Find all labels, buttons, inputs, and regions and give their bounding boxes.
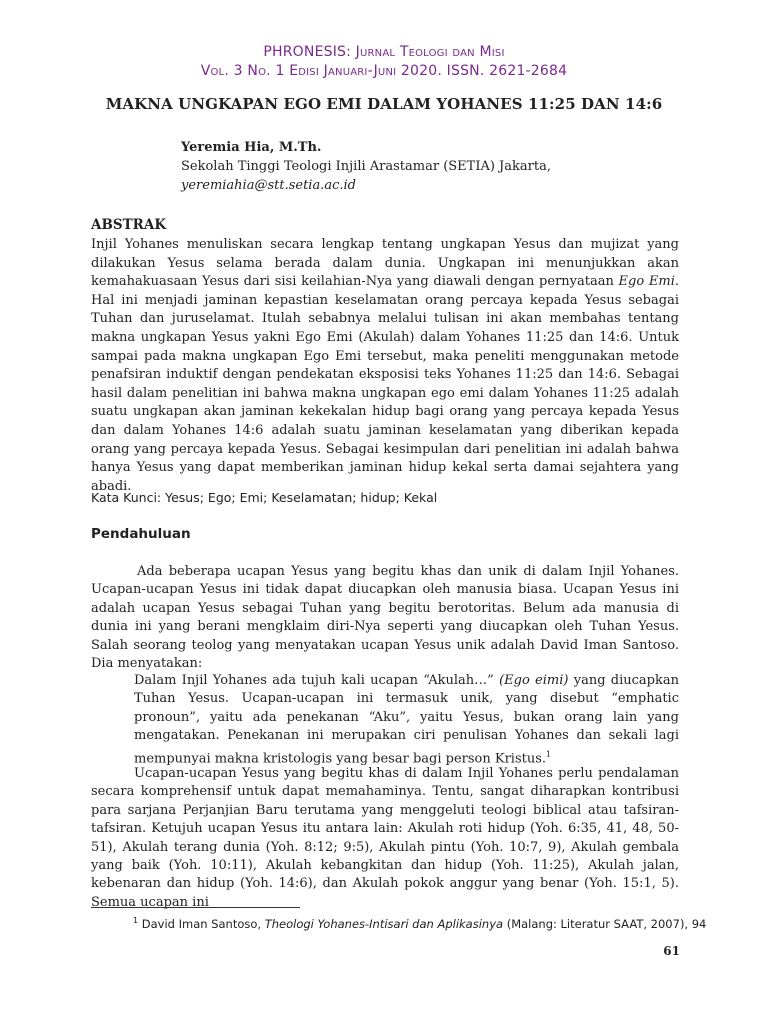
keywords: Kata Kunci: Yesus; Ego; Emi; Keselamatan; hidup; Kekal <box>91 490 438 505</box>
paragraph-1: Ada beberapa ucapan Yesus yang begitu khas dan unik di dalam Injil Yohanes. Ucapan-ucapan Yesus ini tidak dapat diucapkan oleh manusia biasa. Ucapan Yesus ini adalah ucapan Yesus sebagai Tuhan yang begitu berotoritas. Belum ada manusia di dunia ini yang berani mengklaim diri-Nya seperti yang diucapkan oleh Tuhan Yesus. Salah seorang teolog yang menyatakan ucapan Yesus unik adalah David Iman Santoso. Dia menyatakan: <box>91 564 679 672</box>
abstract-heading: ABSTRAK <box>91 217 167 233</box>
quote-text-1: Dalam Injil Yohanes ada tujuh kali ucapan “Akulah…” <box>134 673 500 688</box>
abstract-text-2: Hal ini menjadi jaminan kepastian keselamatan orang percaya kepada Yesus sebagai Tuhan dan juruselamat. Itulah sebabnya melalui tulisan ini akan membahas tentang makna ungkapan Yesus yakni Ego Emi (Akulah) dalam Yohanes 11:25 dan 14:6. Untuk sampai pada makna ungkapan Ego Emi tersebut, maka peneliti menggunakan metode penafsiran induktif dengan pendekatan eksposisi teks Yohanes 11:25 dan 14:6. Sebagai hasil dalam penelitian ini bahwa makna ungkapan ego emi dalam Yohanes 11:25 adalah suatu ungkapan akan jaminan kekekalan hidup bagi orang yang percaya kepada Yesus dan dalam Yohanes 14:6 adalah suatu jaminan keselamatan yang diberikan kepada orang yang percaya kepada Yesus. Sebagai kesimpulan dari penelitian ini adalah bahwa hanya Yesus yang dapat memberikan jaminan hidup kekal serta damai sejahtera yang abadi. <box>91 292 679 494</box>
block-quote <box>134 672 679 768</box>
author-email: yeremiahia@stt.setia.ac.id <box>181 178 356 193</box>
footnote-ref[interactable]: 1 <box>546 749 552 759</box>
author-block <box>181 138 551 195</box>
author-name: Yeremia Hia, M.Th. <box>181 140 322 155</box>
footnote-number: 1 <box>133 916 139 925</box>
quote-emphasis: (Ego eimi) <box>499 673 569 688</box>
footnote-text-1: David Iman Santoso, <box>138 916 265 931</box>
journal-title: PHRONESIS: Jurnal Teologi dan Misi <box>263 44 505 60</box>
abstract-text-1: Injil Yohanes menuliskan secara lengkap tentang ungkapan Yesus dan mujizat yang dilakukan Yesus selama berada dalam dunia. Ungkapan ini menunjukkan akan kemahakuasaan Yesus dari sisi keilahian-Nya yang diawali dengan pernyataan <box>91 237 679 290</box>
footnote-book-title: Theologi Yohanes-Intisari dan Aplikasinya <box>264 916 504 931</box>
footnote-divider <box>91 907 300 908</box>
paragraph-2: Ucapan-ucapan Yesus yang begitu khas di dalam Injil Yohanes perlu pendalaman secara komprehensif untuk dapat memahaminya. Tentu, sangat diharapkan kontribusi para sarjana Perjanjian Baru terutama yang menggeluti teologi biblical atau tafsiran-tafsiran. Ketujuh ucapan Yesus itu antara lain: Akulah roti hidup (Yoh. 6:35, 41, 48, 50-51), Akulah terang dunia (Yoh. 8:12; 9:5), Akulah pintu (Yoh. 10:7, 9), Akulah gembala yang baik (Yoh. 10:11), Akulah kebangkitan dan hidup (Yoh. 11:25), Akulah jalan, kebenaran dan hidup (Yoh. 14:6), dan Akulah pokok anggur yang benar (Yoh. 15:1, 5). Semua ucapan ini <box>91 766 679 910</box>
section-heading: Pendahuluan <box>91 526 191 542</box>
journal-issue: Vol. 3 No. 1 Edisi Januari-Juni 2020. ISSN. 2621-2684 <box>200 63 568 79</box>
footnote-text-2: (Malang: Literatur SAAT, 2007), 94 <box>503 916 707 931</box>
footnote <box>133 916 706 931</box>
page-number: 61 <box>663 944 680 958</box>
abstract-body <box>91 236 679 496</box>
abstract-emphasis: Ego Emi. <box>618 274 679 290</box>
article-title: MAKNA UNGKAPAN EGO EMI DALAM YOHANES 11:25 DAN 14:6 <box>105 95 663 113</box>
quote-text-2: yang diucapkan Tuhan Yesus. Ucapan-ucapan ini termasuk unik, yang disebut “emphatic pronoun”, yaitu ada penekanan “Aku”, yaitu Yesus, bukan orang lain yang mengatakan. Penekanan ini merupakan ciri penulisan Yohanes dan sekali lagi mempunyai makna kristologis yang besar bagi person Kristus. <box>134 673 680 766</box>
author-affiliation: Sekolah Tinggi Teologi Injili Arastamar (SETIA) Jakarta, <box>181 159 551 174</box>
